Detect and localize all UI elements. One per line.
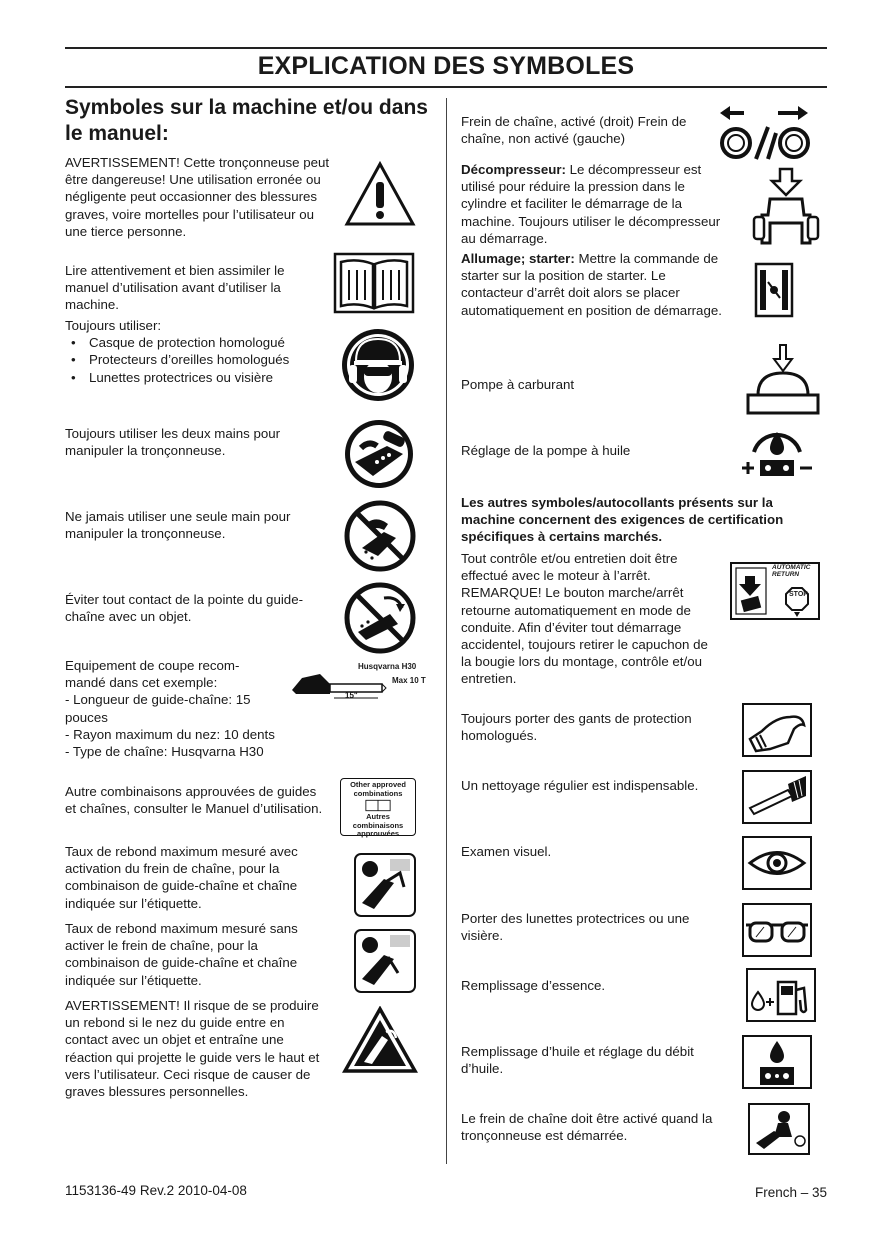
decompressor-icon <box>752 167 820 245</box>
fuel-fill-text: Remplissage d’essence. <box>461 978 606 993</box>
oil-refill-icon <box>742 1035 812 1089</box>
tip-contact-text: Éviter tout contact de la pointe du guide-chaîne avec un objet. <box>65 592 304 625</box>
fuel-refill-icon <box>746 968 816 1022</box>
kickback-without-brake-text: Taux de rebond maximum mesuré sans activer le frein de chaîne, pour la combinaison de guide-chaîne et chaîne indiquée sur l’étiquette. <box>65 921 298 988</box>
maintenance-text: Tout contrôle et/ou entretien doit être effectué avec le moteur à l’arrêt. REMARQUE! Le bouton marche/arrêt retourne automatiquement en mode de conduite. Afin d’éviter tout démarrage accidentel, toujours retirer le capuchon de la bougie lors du montage, contrôle et/ou entretien. <box>461 551 708 687</box>
cutting-line-3: - Longueur de guide-chaîne: 15 <box>65 692 251 708</box>
other-label-bot1: Autres combinaisons <box>352 812 404 830</box>
safety-glasses-text: Porter des lunettes protectrices ou une visière. <box>461 911 690 944</box>
page-title: EXPLICATION DES SYMBOLES <box>257 52 635 80</box>
kickback-warning-text: AVERTISSEMENT! Il risque de se produire un rebond si le nez du guide entre en contact avec un objet et entraîne une réaction qui projette le guide vers le haut et vers l’utilisateur. Ceci risque de causer de graves blessures personnelles. <box>65 998 320 1100</box>
ignition-body: Mettre la commande de starter sur la position de starter. Le contacteur d’arrêt doit alors se placer automatiquement en position de démarrage. <box>461 251 722 318</box>
mini-book-icon <box>365 799 391 812</box>
auto-return-line2: RETURN <box>772 571 800 578</box>
read-manual-text: Lire attentivement et bien assimiler le manuel d’utilisation avant d’utiliser la machine. <box>65 263 285 313</box>
bar-length-label: 15" <box>345 691 358 700</box>
decompressor-label: Décompresseur: <box>461 162 566 177</box>
cutting-line-5: - Rayon maximum du nez: 10 dents <box>65 726 275 742</box>
decompressor-body: Le décompresseur est utilisé pour réduire la pression dans le cylindre et faciliter le démarrage de la machine. Toujours utiliser le décompresseur au démarrage. <box>461 162 721 246</box>
oil-fill-text: Remplissage d’huile et réglage du débit d’huile. <box>461 1044 694 1077</box>
other-combos-text: Autre combinaisons approuvées de guides et chaînes, consulter le Manuel d’utilisation. <box>65 784 323 817</box>
auto-return-line1: AUTOMATIC <box>772 564 811 571</box>
section-heading: Symboles sur la machine et/ou dans le manuel: <box>65 96 428 145</box>
other-label-bot2: approuvées <box>356 829 400 838</box>
no-tip-contact-icon <box>344 582 416 654</box>
top-rule <box>65 47 827 49</box>
ppe-item-eye: • Lunettes protectrices ou visière <box>65 369 335 386</box>
cutting-line-2: mandé dans cet exemple: <box>65 675 218 691</box>
chain-brake-text: Frein de chaîne, activé (droit) Frein de chaîne, non activé (gauche) <box>461 114 687 147</box>
visual-inspection-eye-icon <box>742 836 812 890</box>
gloves-text: Toujours porter des gants de protection homologués. <box>461 711 692 744</box>
cutting-equipment-text <box>65 657 300 760</box>
column-divider <box>446 98 447 1164</box>
ppe-list <box>65 334 335 386</box>
automatic-return-label <box>772 564 810 578</box>
brake-on-start-text: Le frein de chaîne doit être activé quand la tronçonneuse est démarrée. <box>461 1111 713 1144</box>
stop-label: STOP <box>789 591 808 598</box>
ppe-item-helmet: • Casque de protection homologué <box>65 334 335 351</box>
title-rule <box>65 86 827 88</box>
kickback-without-brake-icon <box>354 929 416 993</box>
kickback-warning-triangle-icon <box>342 1006 418 1074</box>
open-book-icon <box>333 252 415 314</box>
document-number: 1153136-49 Rev.2 2010-04-08 <box>65 1183 247 1198</box>
protective-gloves-icon <box>742 703 812 757</box>
warning-text: AVERTISSEMENT! Cette tronçonneuse peut être dangereuse! Une utilisation erronée ou négligente peut occasionner des blessures graves, voire mortelles pour l’utilisateur ou une tierce personne. <box>65 155 330 239</box>
oil-pump-adjust-icon <box>740 428 814 478</box>
kickback-with-brake-icon <box>354 853 416 917</box>
two-hands-chainsaw-icon <box>343 418 416 490</box>
cutting-line-4: pouces <box>65 709 108 725</box>
cleaning-text: Un nettoyage régulier est indispensable. <box>461 778 699 793</box>
other-label-top2: combinations <box>353 788 403 798</box>
no-one-hand-icon <box>344 500 416 572</box>
page-number: French – 35 <box>754 1185 827 1200</box>
chain-brand-label: Husqvarna H30 <box>358 662 417 671</box>
cutting-line-1: Equipement de coupe recom- <box>65 658 240 673</box>
oil-pump-text: Réglage de la pompe à huile <box>461 443 631 458</box>
visual-exam-text: Examen visuel. <box>461 844 552 859</box>
other-symbols-notice: Les autres symboles/autocollants présents sur la machine concernent des exigences de certification spécifiques à certains marchés. <box>461 495 784 545</box>
warning-triangle-icon <box>344 160 416 228</box>
cutting-line-6: - Type de chaîne: Husqvarna H30 <box>65 744 264 760</box>
cleaning-brush-icon <box>742 770 812 824</box>
max-teeth-label: Max 10 T <box>392 676 426 685</box>
fuel-pump-primer-icon <box>746 343 820 415</box>
ppe-block <box>65 317 335 386</box>
choke-starter-icon <box>754 262 794 318</box>
other-combinations-label-icon <box>340 778 416 836</box>
helmet-ear-eye-protection-icon <box>340 327 416 403</box>
brake-start-icon <box>748 1103 810 1155</box>
ignition-text <box>461 250 729 319</box>
two-hands-text: Toujours utiliser les deux mains pour manipuler la tronçonneuse. <box>65 426 281 459</box>
chain-brake-arrows-icon <box>716 103 814 163</box>
safety-glasses-icon <box>742 903 812 957</box>
ignition-label: Allumage; starter: <box>461 251 575 266</box>
decompressor-text <box>461 161 729 247</box>
ppe-item-ear: • Protecteurs d’oreilles homologués <box>65 351 335 368</box>
fuel-pump-text: Pompe à carburant <box>461 377 575 392</box>
kickback-with-brake-text: Taux de rebond maximum mesuré avec activation du frein de chaîne, pour la combinaison de guide-chaîne et chaîne indiquée sur l’étiquette. <box>65 844 298 911</box>
other-label-top1: Other approved <box>350 780 406 789</box>
always-use-label: Toujours utiliser: <box>65 318 162 333</box>
one-hand-text: Ne jamais utiliser une seule main pour manipuler la tronçonneuse. <box>65 509 291 542</box>
